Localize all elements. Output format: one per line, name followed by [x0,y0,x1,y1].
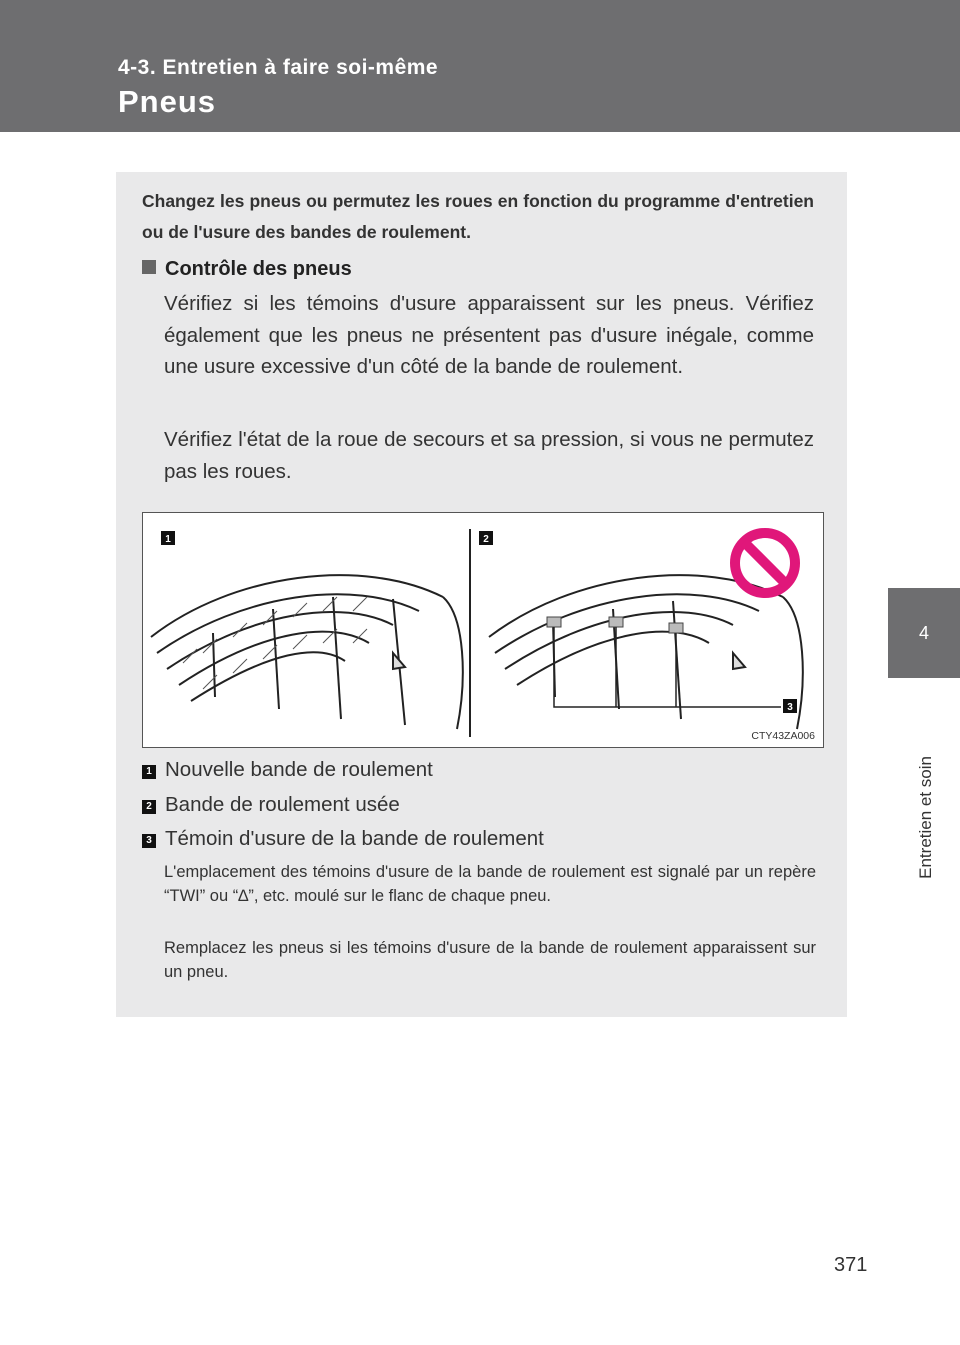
subheading [142,258,352,281]
legend-badge-3: 3 [142,834,156,848]
callout-1-label: 1 [165,534,171,545]
callout-2-badge [479,531,493,545]
page-title: Pneus [118,84,217,119]
tire-illustration [142,512,824,748]
page-header [0,0,960,132]
legend-text-2: Bande de roulement usée [165,793,400,816]
callout-3-badge [783,699,797,713]
worn-tread-tire [489,575,803,729]
legend-text-1: Nouvelle bande de roulement [165,758,433,781]
chapter-tab [888,588,960,678]
note-1: L'emplacement des témoins d'usure de la bande de roulement est signalé par un repère “TWI” ou “∆”, etc. moulé sur le flanc de chaque pneu. [164,863,816,905]
legend-item-2 [142,793,822,817]
note-2: Remplacez les pneus si les témoins d'usure de la bande de roulement apparaissent sur un pneu. [164,939,816,981]
legend-badge-1: 1 [142,765,156,779]
paragraph-1: Vérifiez si les témoins d'usure apparaissent sur les pneus. Vérifiez également que les pneus ne présentent pas d'usure inégale, comme une usure excessive d'un côté de la bande de roulement. [164,292,814,378]
figure-code: CTY43ZA006 [751,730,815,742]
chapter-label: Entretien et soin [916,756,935,879]
legend-text-3: Témoin d'usure de la bande de roulement [165,827,544,850]
section-title: 4-3. Entretien à faire soi-même [118,56,439,79]
intro-text: Changez les pneus ou permutez les roues en fonction du programme d'entretien ou de l'usure des bandes de roulement. [142,191,814,242]
callout-3-label: 3 [787,702,793,713]
page-number: 371 [834,1254,868,1276]
legend-item-3 [142,827,822,851]
no-entry-icon [735,533,795,593]
content-box [116,172,847,1017]
tire-drawing [143,513,823,747]
square-bullet-icon [142,260,156,274]
callout-2-label: 2 [483,534,489,545]
callout-1-badge [161,531,175,545]
chapter-number: 4 [918,623,929,643]
subheading-text: Contrôle des pneus [165,258,352,280]
paragraph-2: Vérifiez l'état de la roue de secours et sa pression, si vous ne permutez pas les roues. [164,428,814,483]
callout-leader-lines [554,627,781,707]
legend-item-1 [142,758,822,782]
legend-badge-2: 2 [142,800,156,814]
new-tread-tire [151,575,463,729]
